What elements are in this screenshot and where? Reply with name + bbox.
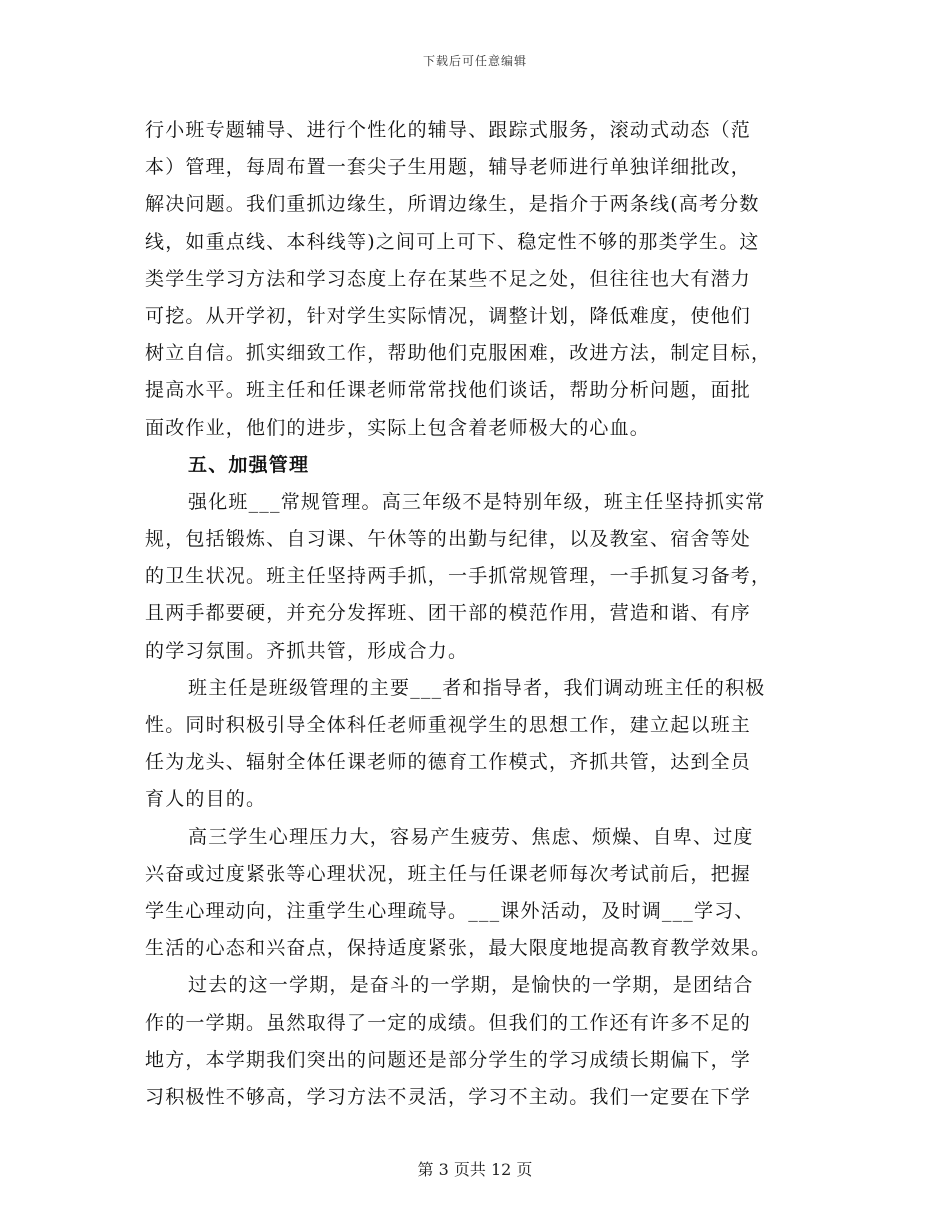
body-line: 且两手都要硬，并充分发挥班、团干部的模范作用，营造和谐、有序 [145, 602, 752, 625]
body-line: 作的一学期。虽然取得了一定的成绩。但我们的工作还有许多不足的 [145, 1011, 752, 1034]
body-line: 的卫生状况。班主任坚持两手抓，一手抓常规管理，一手抓复习备考， [145, 565, 772, 588]
body-line: 地方，本学期我们突出的问题还是部分学生的学习成绩长期偏下，学 [145, 1048, 752, 1071]
body-line: 性。同时积极引导全体科任老师重视学生的思想工作，建立起以班主 [145, 714, 752, 736]
body-line: 面改作业，他们的进步，实际上包含着老师极大的心血。 [145, 416, 651, 439]
body-line: 生活的心态和兴奋点，保持适度紧张，最大限度地提高教育教学效果。 [145, 937, 772, 960]
body-line: 规，包括锻炼、自习课、午休等的出勤与纪律，以及教室、宿舍等处 [145, 528, 752, 551]
section-heading: 五、加强管理 [188, 453, 310, 476]
body-line: 育人的目的。 [145, 788, 267, 811]
body-line: 树立自信。抓实细致工作，帮助他们克服困难，改进方法，制定目标， [145, 342, 772, 365]
page-number-footer: 第 3 页共 12 页 [417, 1160, 533, 1179]
body-line: 线，如重点线、本科线等)之间可上可下、稳定性不够的那类学生。这 [145, 230, 760, 253]
body-line: 类学生学习方法和学习态度上存在某些不足之处，但往往也大有潜力 [145, 267, 752, 290]
body-line: 习积极性不够高，学习方法不灵活，学习不主动。我们一定要在下学 [145, 1085, 752, 1108]
body-line: 高三学生心理压力大，容易产生疲劳、焦虑、烦燥、自卑、过度 [188, 825, 754, 848]
body-line: 班主任是班级管理的主要___者和指导者，我们调动班主任的积极 [188, 676, 766, 699]
body-line: 的学习氛围。齐抓共管，形成合力。 [145, 639, 469, 662]
body-line: 行小班专题辅导、进行个性化的辅导、跟踪式服务，滚动式动态（范 [145, 119, 752, 141]
body-line: 提高水平。班主任和任课老师常常找他们谈话，帮助分析问题，面批 [145, 379, 752, 402]
page-header-note: 下载后可任意编辑 [422, 54, 527, 68]
body-line: 任为龙头、辐射全体任课老师的德育工作模式，齐抓共管，达到全员 [145, 751, 752, 774]
body-line: 解决问题。我们重抓边缘生，所谓边缘生，是指介于两条线(高考分数 [145, 193, 760, 216]
body-line: 兴奋或过度紧张等心理状况，班主任与任课老师每次考试前后，把握 [145, 862, 752, 885]
body-line: 强化班___常规管理。高三年级不是特别年级，班主任坚持抓实常 [188, 490, 766, 513]
body-line: 可挖。从开学初，针对学生实际情况，调整计划，降低难度，使他们 [145, 304, 752, 327]
document-body [145, 112, 805, 1116]
body-line: 本）管理，每周布置一套尖子生用题，辅导老师进行单独详细批改， [145, 156, 752, 179]
body-line: 学生心理动向，注重学生心理疏导。___课外活动，及时调___学习、 [145, 899, 755, 922]
body-line: 过去的这一学期，是奋斗的一学期，是愉快的一学期，是团结合 [188, 974, 754, 997]
